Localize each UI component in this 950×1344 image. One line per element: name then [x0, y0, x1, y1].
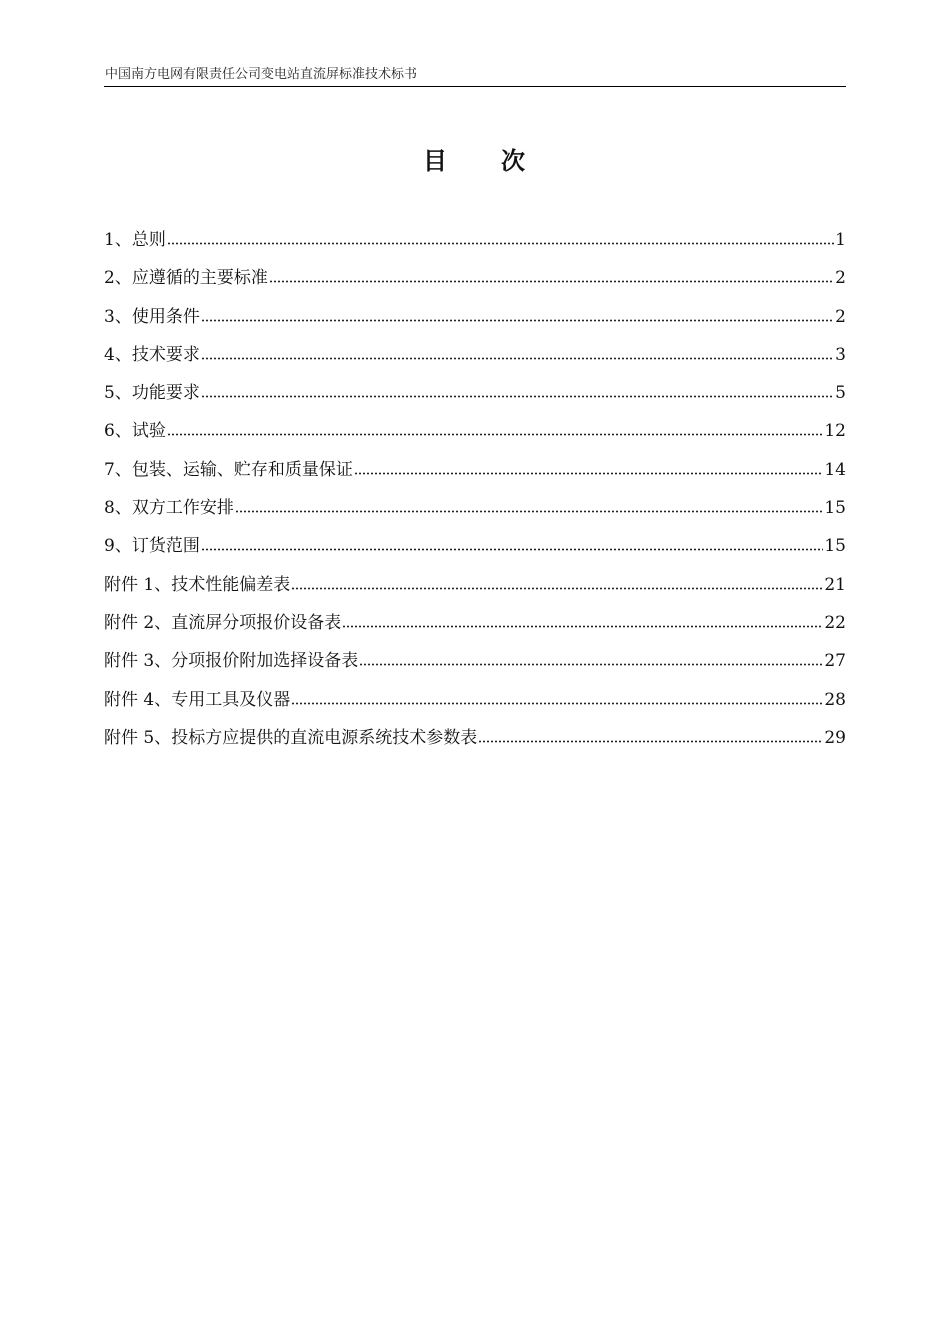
toc-dot-leader: [201, 306, 834, 322]
toc-dot-leader: [201, 382, 834, 398]
toc-entry-label: 附件 3、分项报价附加选择设备表: [104, 651, 359, 672]
toc-page-number: 29: [824, 727, 846, 748]
toc-dot-leader: [235, 497, 824, 513]
toc-page-number: 2: [835, 268, 846, 289]
toc-entry[interactable]: [104, 456, 846, 494]
toc-entry-label: 4、技术要求: [104, 344, 200, 365]
toc-entry-label: 1、总则: [104, 230, 166, 250]
toc-dot-leader: [167, 229, 834, 245]
toc-entry[interactable]: [104, 417, 846, 455]
toc-entry[interactable]: [104, 571, 846, 609]
toc-entry[interactable]: [104, 264, 846, 302]
toc-entry-label: 8、双方工作安排: [104, 498, 234, 519]
toc-dot-leader: [359, 650, 823, 666]
toc-page-number: 3: [835, 344, 846, 365]
toc-page-number: 2: [835, 306, 846, 327]
toc-entry[interactable]: [104, 303, 846, 341]
toc-entry-label: 附件 1、技术性能偏差表: [104, 574, 291, 595]
toc-page-number: 28: [824, 689, 846, 710]
toc-entry-label: 附件 4、专用工具及仪器: [104, 689, 291, 710]
toc-page-number: 21: [824, 574, 846, 595]
toc-dot-leader: [291, 574, 823, 590]
toc-page-number: 5: [835, 383, 846, 404]
toc-dot-leader: [354, 459, 824, 475]
toc-dot-leader: [167, 420, 824, 436]
toc-entry-label: 3、使用条件: [104, 306, 200, 327]
toc-dot-leader: [201, 344, 834, 360]
toc-entry-label: 5、功能要求: [104, 383, 200, 404]
toc-page-number: 15: [824, 498, 846, 519]
header-text: 中国南方电网有限责任公司变电站直流屏标准技术标书: [105, 67, 418, 82]
table-of-contents: [104, 226, 846, 762]
toc-entry-label: 2、应遵循的主要标准: [104, 268, 268, 289]
toc-entry[interactable]: [104, 379, 846, 417]
page-header: [104, 66, 846, 87]
toc-page-number: 14: [824, 459, 846, 480]
toc-entry[interactable]: [104, 494, 846, 532]
toc-entry-label: 6、试验: [104, 421, 166, 442]
toc-dot-leader: [269, 267, 834, 283]
toc-entry-label: 9、订货范围: [104, 536, 200, 557]
toc-entry[interactable]: [104, 724, 846, 762]
toc-page-number: 12: [824, 421, 846, 442]
toc-page-number: 15: [824, 536, 846, 557]
toc-entry[interactable]: [104, 532, 846, 570]
toc-dot-leader: [478, 727, 823, 743]
toc-dot-leader: [291, 689, 823, 705]
toc-page-number: 1: [835, 230, 846, 250]
toc-title: 目 次: [423, 146, 527, 175]
toc-entry[interactable]: [104, 686, 846, 724]
toc-entry-label: 附件 2、直流屏分项报价设备表: [104, 612, 342, 633]
toc-dot-leader: [201, 535, 824, 551]
toc-entry[interactable]: [104, 647, 846, 685]
toc-entry-label: 7、包装、运输、贮存和质量保证: [104, 459, 353, 480]
toc-entry[interactable]: [104, 341, 846, 379]
toc-dot-leader: [342, 612, 823, 628]
toc-entry[interactable]: [104, 226, 846, 264]
toc-entry-label: 附件 5、投标方应提供的直流电源系统技术参数表: [104, 727, 478, 748]
toc-page-number: 27: [824, 651, 846, 672]
toc-entry[interactable]: [104, 609, 846, 647]
toc-page-number: 22: [824, 612, 846, 633]
